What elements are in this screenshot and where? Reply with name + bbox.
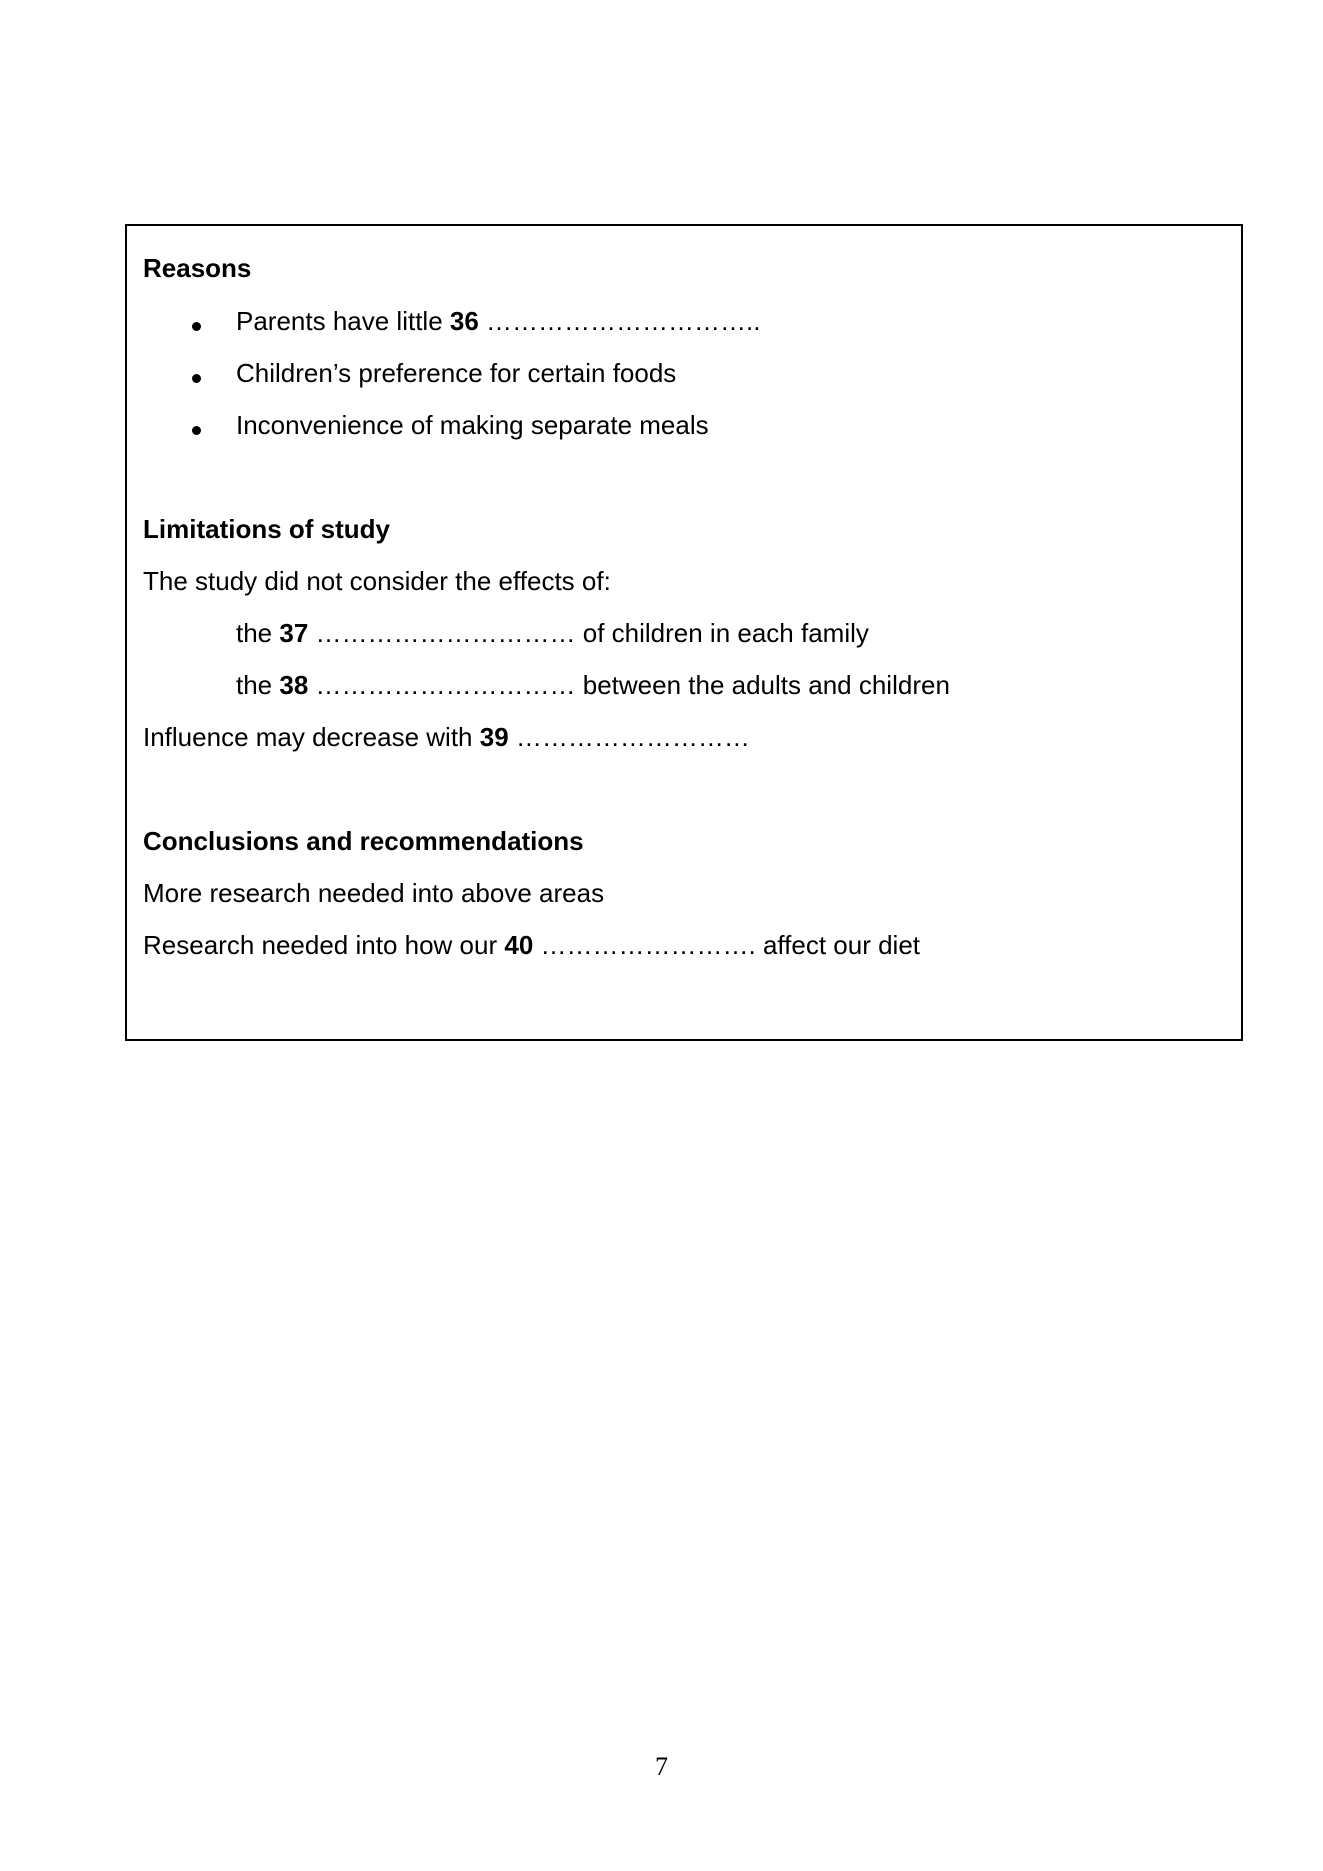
question-number-40: 40 bbox=[504, 930, 534, 960]
reason-item-text: Parents have little bbox=[236, 306, 450, 336]
question-number-38: 38 bbox=[279, 670, 309, 700]
limitation-item-37 bbox=[236, 618, 869, 648]
limitations-heading: Limitations of study bbox=[143, 514, 390, 544]
influence-line-39 bbox=[143, 722, 750, 752]
reason-item-36 bbox=[236, 306, 760, 336]
conclusions-line-40 bbox=[143, 930, 920, 960]
limitation-item-prefix: the bbox=[236, 618, 280, 648]
limitation-item-38 bbox=[236, 670, 950, 700]
conclusions-suffix: affect our diet bbox=[762, 930, 921, 960]
bullet-icon bbox=[192, 322, 201, 331]
limitations-intro: The study did not consider the effects of: bbox=[143, 566, 611, 596]
notes-box bbox=[125, 224, 1243, 1041]
answer-blank-40[interactable]: ……………………. bbox=[533, 930, 763, 960]
answer-blank-38[interactable]: ………………………… bbox=[308, 670, 583, 700]
question-number-37: 37 bbox=[279, 618, 309, 648]
answer-blank-37[interactable]: ………………………… bbox=[308, 618, 583, 648]
limitation-item-prefix: the bbox=[236, 670, 280, 700]
answer-blank-39[interactable]: ……………………… bbox=[508, 722, 750, 752]
answer-blank-36[interactable]: ………………………….. bbox=[478, 306, 761, 336]
influence-prefix: Influence may decrease with bbox=[143, 722, 480, 752]
conclusions-heading: Conclusions and recommendations bbox=[143, 826, 584, 856]
page-number: 7 bbox=[655, 1752, 668, 1781]
reason-item-inconvenience: Inconvenience of making separate meals bbox=[236, 410, 709, 440]
conclusions-prefix: Research needed into how our bbox=[143, 930, 505, 960]
limitation-item-suffix: of children in each family bbox=[582, 618, 869, 648]
limitation-item-suffix: between the adults and children bbox=[582, 670, 950, 700]
question-number-36: 36 bbox=[449, 306, 479, 336]
conclusions-line-1: More research needed into above areas bbox=[143, 878, 605, 908]
bullet-icon bbox=[192, 426, 201, 435]
question-number-39: 39 bbox=[479, 722, 509, 752]
bullet-icon bbox=[192, 374, 201, 383]
reasons-heading: Reasons bbox=[143, 253, 252, 283]
reason-item-preference: Children’s preference for certain foods bbox=[236, 358, 677, 388]
